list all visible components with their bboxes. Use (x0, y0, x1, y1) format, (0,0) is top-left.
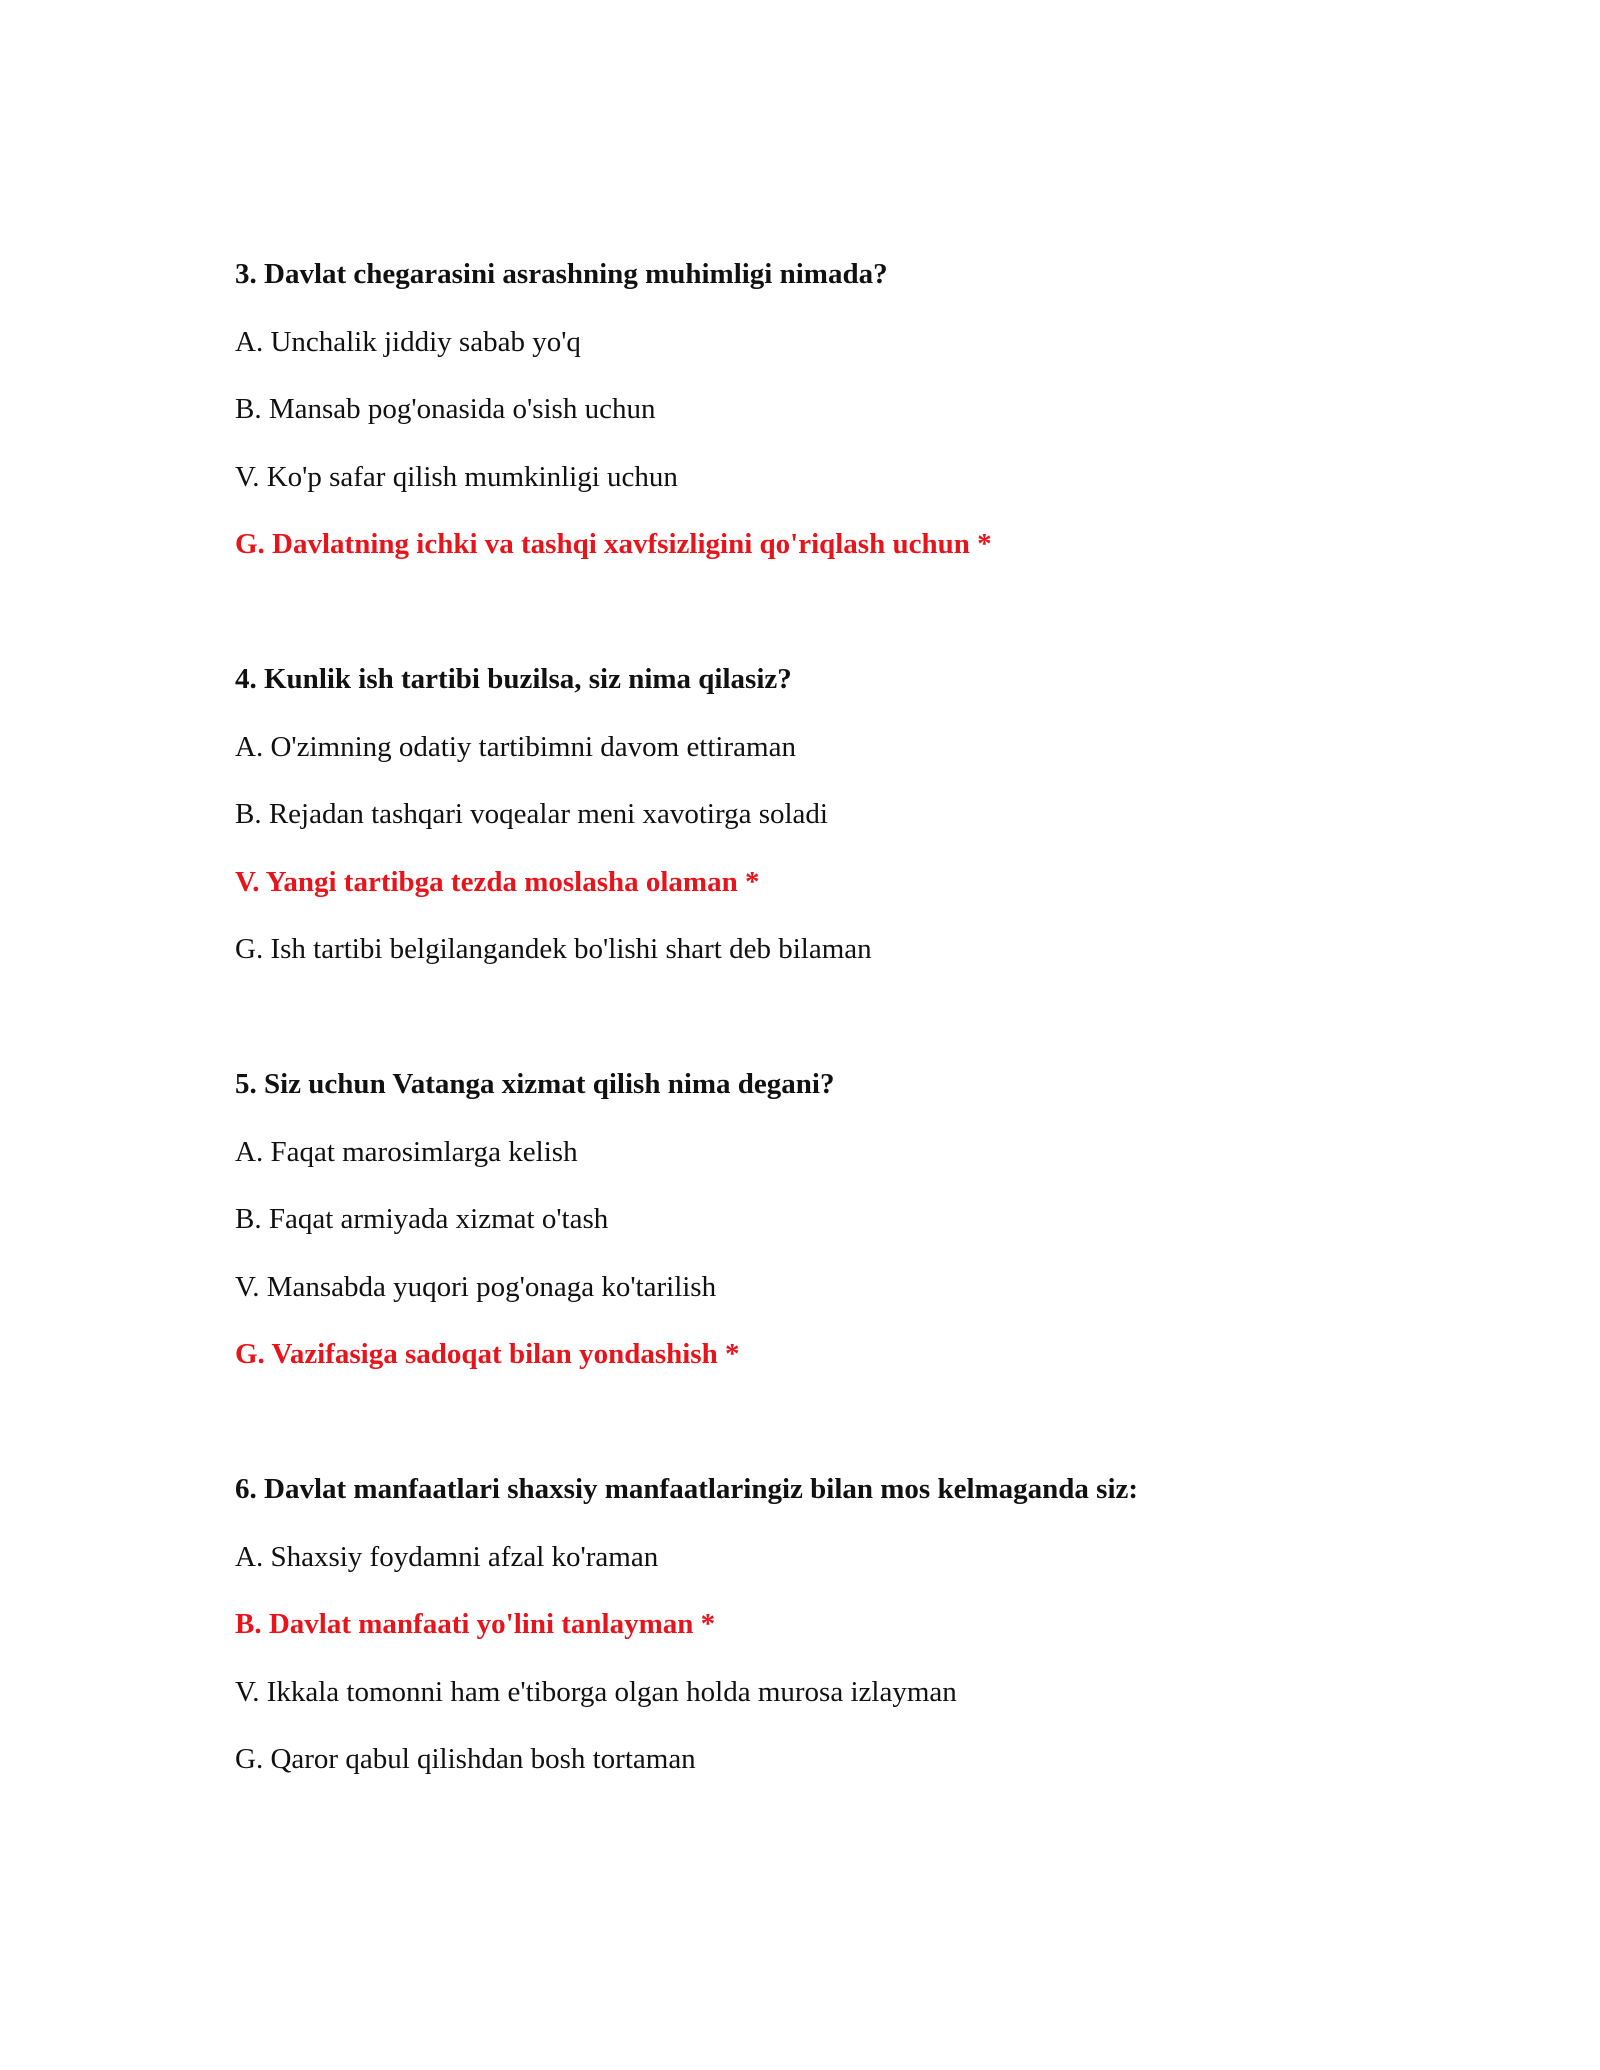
question-6 (235, 1469, 1435, 1874)
question-4 (235, 659, 1435, 1064)
question-title: 6. Davlat manfaatlari shaxsiy manfaatlaringiz bilan mos kelmaganda siz: (235, 1473, 1139, 1505)
option-b-correct: B. Davlat manfaati yo'lini tanlayman * (235, 1608, 716, 1640)
question-title: 4. Kunlik ish tartibi buzilsa, siz nima qilasiz? (235, 663, 792, 695)
option-v: V. Mansabda yuqori pog'onaga ko'tarilish (235, 1270, 717, 1303)
option-a: A. Unchalik jiddiy sabab yo'q (235, 325, 581, 358)
option-b: B. Mansab pog'onasida o'sish uchun (235, 393, 656, 425)
option-a: A. Shaxsiy foydamni afzal ko'raman (235, 1540, 659, 1573)
option-b: B. Faqat armiyada xizmat o'tash (235, 1203, 609, 1235)
question-title: 5. Siz uchun Vatanga xizmat qilish nima degani? (235, 1068, 835, 1100)
option-v-correct: V. Yangi tartibga tezda moslasha olaman * (235, 865, 760, 898)
option-v: V. Ko'p safar qilish mumkinligi uchun (235, 460, 678, 493)
option-b: B. Rejadan tashqari voqealar meni xavotirga soladi (235, 798, 828, 830)
option-g-correct: G. Davlatning ichki va tashqi xavfsizligini qo'riqlash uchun * (235, 528, 992, 560)
option-v: V. Ikkala tomonni ham e'tiborga olgan holda murosa izlayman (235, 1675, 957, 1708)
option-g: G. Qaror qabul qilishdan bosh tortaman (235, 1743, 696, 1775)
question-5 (235, 1064, 1435, 1469)
option-g-correct: G. Vazifasiga sadoqat bilan yondashish * (235, 1338, 740, 1370)
option-a: A. Faqat marosimlarga kelish (235, 1135, 578, 1168)
quiz-content (235, 254, 1435, 1874)
question-3 (235, 254, 1435, 659)
option-g: G. Ish tartibi belgilangandek bo'lishi shart deb bilaman (235, 933, 872, 965)
option-a: A. O'zimning odatiy tartibimni davom ettiraman (235, 730, 796, 763)
question-title: 3. Davlat chegarasini asrashning muhimligi nimada? (235, 258, 888, 290)
